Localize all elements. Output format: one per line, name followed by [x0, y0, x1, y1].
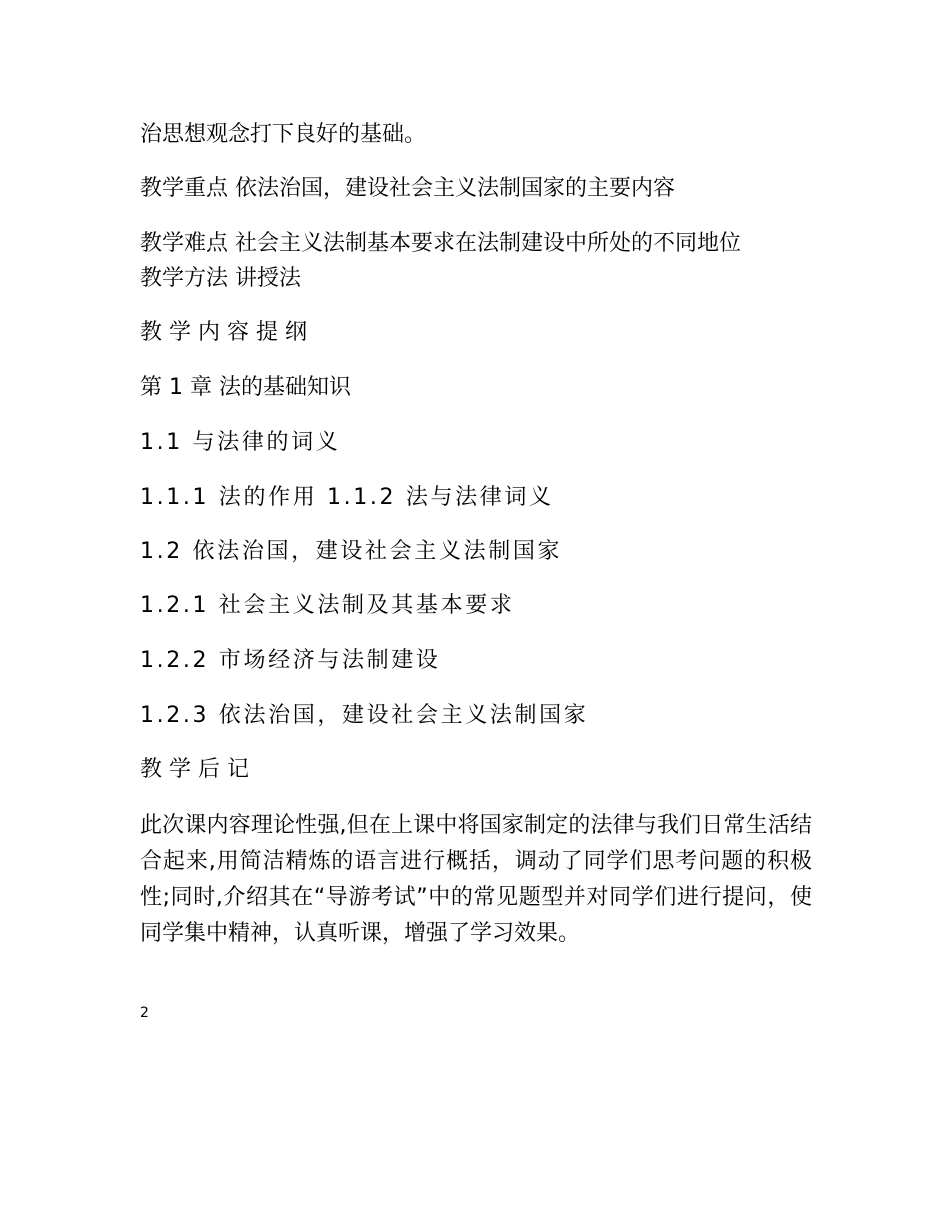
- chapter-heading: 第 1 章 法的基础知识: [140, 375, 351, 400]
- page-number: 2: [140, 1005, 149, 1021]
- section-1-2-2: 1.2.2 市场经济与法制建设: [140, 648, 441, 673]
- section-1-2-1: 1.2.1 社会主义法制及其基本要求: [140, 593, 515, 618]
- outline-heading: 教 学 内 容 提 纲: [140, 320, 307, 345]
- teaching-focus: 教学重点 依法治国，建设社会主义法制国家的主要内容: [140, 176, 675, 201]
- section-1-2-3: 1.2.3 依法治国，建设社会主义法制国家: [140, 703, 589, 728]
- teaching-method: 教学方法 讲授法: [140, 266, 301, 291]
- text-line-intro-end: 治思想观念打下良好的基础。: [140, 122, 427, 147]
- section-1-1-1-and-1-1-2: 1.1.1 法的作用 1.1.2 法与法律词义: [140, 485, 554, 510]
- section-1-2: 1.2 依法治国，建设社会主义法制国家: [140, 539, 563, 564]
- teaching-difficulty: 教学难点 社会主义法制基本要求在法制建设中所处的不同地位: [140, 231, 741, 256]
- reflection-paragraph: 此次课内容理论性强,但在上课中将国家制定的法律与我们日常生活结合起来,用简洁精炼的语言进行概括，调动了同学们思考问题的积极性;同时,介绍其在“导游考试”中的常见题型并对同学们进行提问，使同学集中精神，认真听课，增强了学习效果。: [140, 813, 812, 946]
- section-1-1: 1.1 与法律的词义: [140, 430, 341, 455]
- postscript-heading: 教 学 后 记: [140, 757, 249, 782]
